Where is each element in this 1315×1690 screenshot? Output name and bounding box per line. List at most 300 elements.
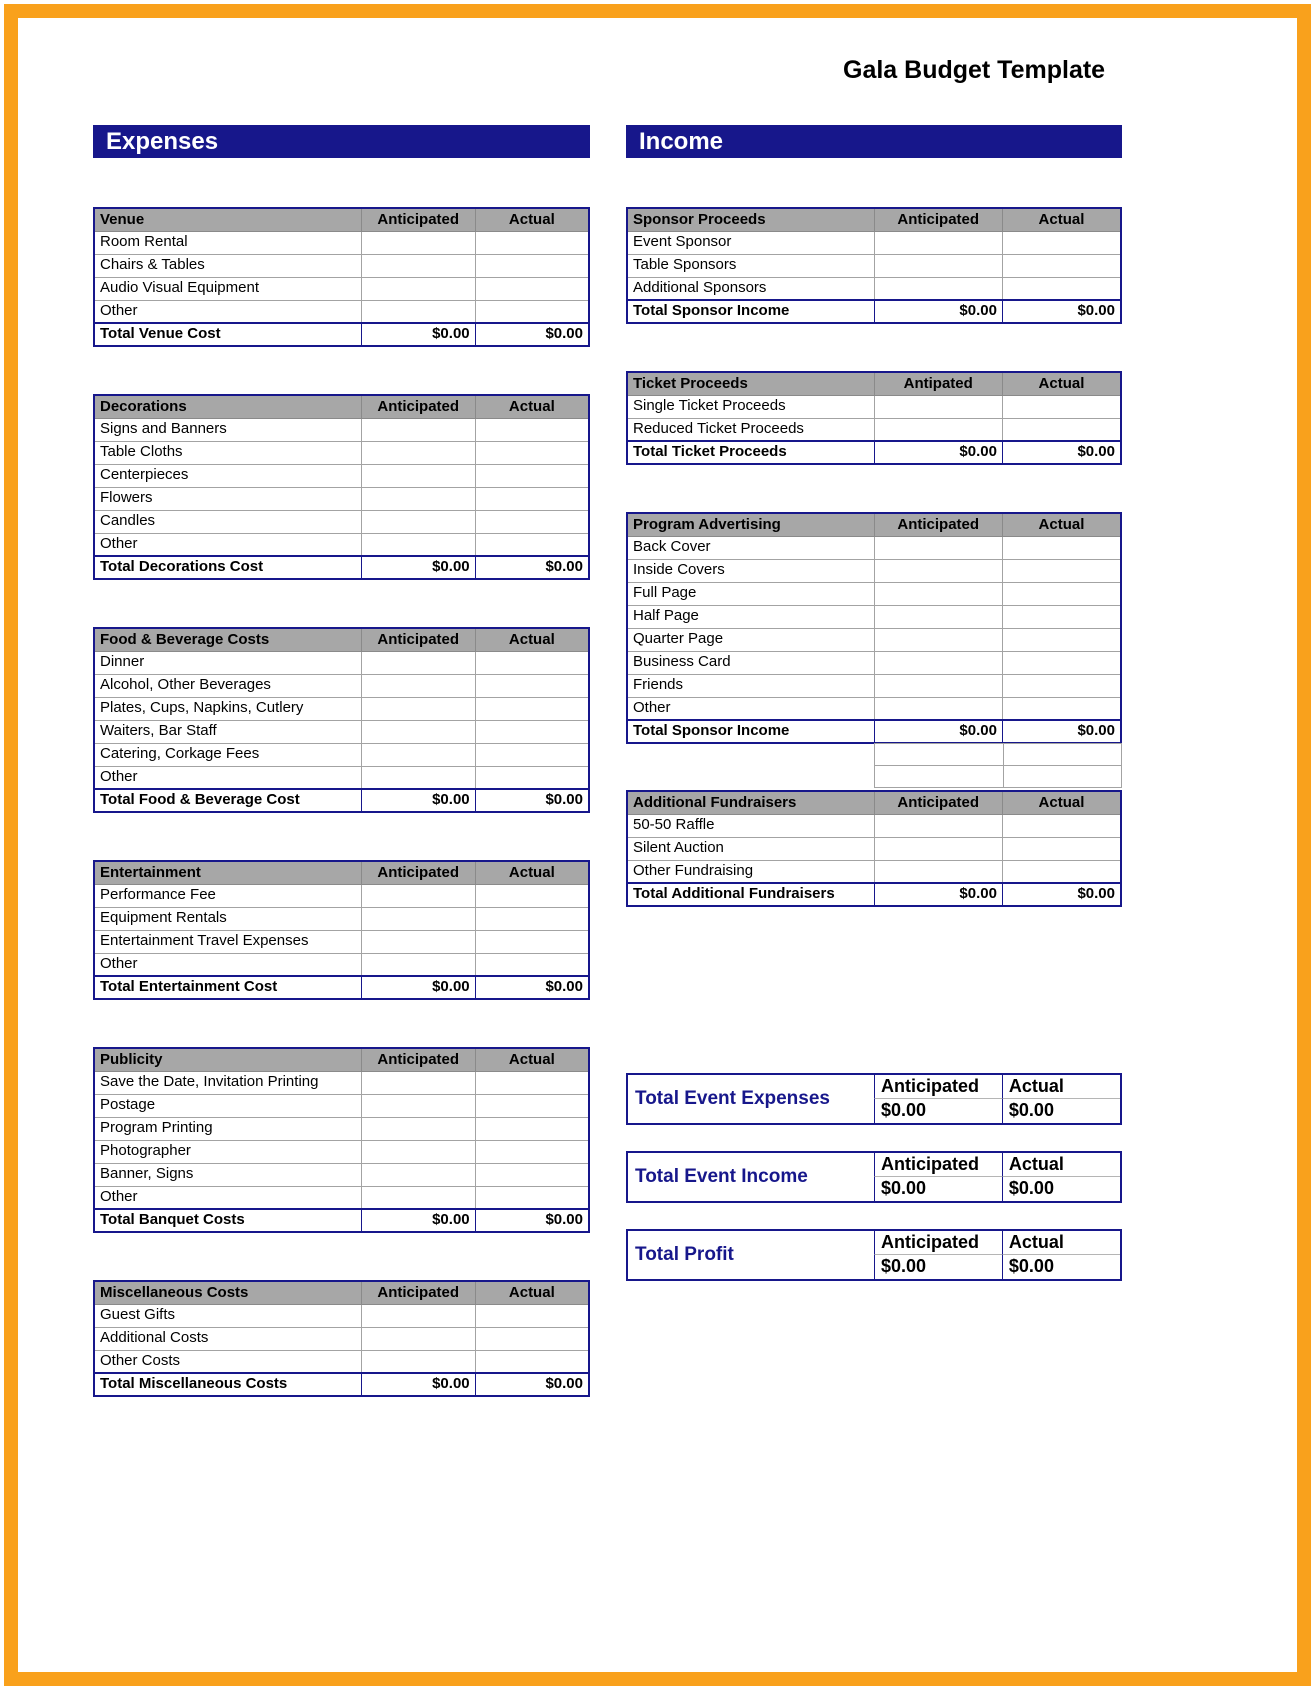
total-actual-value: $0.00: [475, 556, 589, 579]
item-label: Other: [94, 300, 361, 323]
food-beverage-header-row: [94, 628, 589, 651]
anticipated-input-cell[interactable]: [361, 1117, 475, 1140]
item-label: Table Cloths: [94, 441, 361, 464]
anticipated-input-cell[interactable]: [874, 628, 1002, 651]
item-label: Candles: [94, 510, 361, 533]
anticipated-input-cell[interactable]: [874, 582, 1002, 605]
empty-grid-row: [874, 744, 1122, 766]
item-row: [627, 395, 1121, 418]
total-anticipated-value: $0.00: [361, 556, 475, 579]
item-label: Silent Auction: [627, 837, 874, 860]
total-row: [627, 883, 1121, 906]
anticipated-input-cell[interactable]: [874, 605, 1002, 628]
total-actual-value: $0.00: [475, 976, 589, 999]
item-label: Other: [94, 766, 361, 789]
item-row: [94, 441, 589, 464]
anticipated-input-cell[interactable]: [874, 536, 1002, 559]
miscellaneous-header-row: [94, 1281, 589, 1304]
item-row: [627, 674, 1121, 697]
table-title: Food & Beverage Costs: [94, 628, 361, 651]
item-row: [94, 1140, 589, 1163]
summary-actual-value: $0.00: [1002, 1177, 1120, 1201]
anticipated-column-header: Anticipated: [361, 208, 475, 231]
table-title: Program Advertising: [627, 513, 874, 536]
anticipated-column-header: Anticipated: [361, 1281, 475, 1304]
item-row: [94, 1071, 589, 1094]
venue-header-row: [94, 208, 589, 231]
empty-cell[interactable]: [874, 743, 1003, 766]
actual-input-cell[interactable]: [475, 1117, 589, 1140]
anticipated-column-header: Anticipated: [874, 791, 1002, 814]
total-anticipated-value: $0.00: [361, 323, 475, 346]
item-row: [94, 907, 589, 930]
actual-column-header: Actual: [475, 208, 589, 231]
anticipated-input-cell[interactable]: [874, 231, 1002, 254]
item-label: Other Fundraising: [627, 860, 874, 883]
item-label: Banner, Signs: [94, 1163, 361, 1186]
item-label: Event Sponsor: [627, 231, 874, 254]
miscellaneous-table: [93, 1280, 590, 1397]
item-row: [94, 418, 589, 441]
anticipated-input-cell[interactable]: [361, 277, 475, 300]
additional-fundraisers-header-row: [627, 791, 1121, 814]
anticipated-input-cell[interactable]: [361, 1094, 475, 1117]
actual-input-cell[interactable]: [1002, 860, 1121, 883]
actual-input-cell[interactable]: [475, 418, 589, 441]
item-row: [94, 651, 589, 674]
total-anticipated-value: $0.00: [361, 976, 475, 999]
anticipated-input-cell[interactable]: [874, 418, 1002, 441]
item-row: [627, 628, 1121, 651]
empty-cell[interactable]: [1003, 765, 1122, 788]
actual-input-cell[interactable]: [475, 1350, 589, 1373]
item-label: Guest Gifts: [94, 1304, 361, 1327]
item-row: [627, 536, 1121, 559]
actual-input-cell[interactable]: [1002, 418, 1121, 441]
anticipated-column-header: Anticipated: [874, 1153, 1002, 1177]
actual-column-header: Actual: [1002, 372, 1121, 395]
actual-column-header: Actual: [1002, 791, 1121, 814]
item-label: Reduced Ticket Proceeds: [627, 418, 874, 441]
actual-input-cell[interactable]: [1002, 674, 1121, 697]
total-anticipated-value: $0.00: [874, 300, 1002, 323]
total-event-expenses-box: [626, 1073, 1122, 1125]
actual-column-header: Actual: [475, 628, 589, 651]
item-label: Catering, Corkage Fees: [94, 743, 361, 766]
anticipated-input-cell[interactable]: [874, 277, 1002, 300]
actual-input-cell[interactable]: [475, 1140, 589, 1163]
item-row: [94, 1327, 589, 1350]
table-title: Sponsor Proceeds: [627, 208, 874, 231]
table-title: Entertainment: [94, 861, 361, 884]
table-title: Miscellaneous Costs: [94, 1281, 361, 1304]
item-label: Other: [94, 533, 361, 556]
actual-column-header: Actual: [1002, 208, 1121, 231]
sponsor-proceeds-header-row: [627, 208, 1121, 231]
actual-input-cell[interactable]: [475, 487, 589, 510]
anticipated-input-cell[interactable]: [361, 1350, 475, 1373]
empty-cell[interactable]: [1003, 743, 1122, 766]
anticipated-input-cell[interactable]: [361, 300, 475, 323]
actual-input-cell[interactable]: [475, 651, 589, 674]
anticipated-input-cell[interactable]: [361, 533, 475, 556]
anticipated-input-cell[interactable]: [361, 441, 475, 464]
table-title: Decorations: [94, 395, 361, 418]
actual-input-cell[interactable]: [475, 300, 589, 323]
anticipated-column-header: Anticipated: [874, 513, 1002, 536]
summary-anticipated-value: $0.00: [874, 1255, 1002, 1279]
ticket-proceeds-header-row: [627, 372, 1121, 395]
item-label: Additional Sponsors: [627, 277, 874, 300]
item-row: [94, 953, 589, 976]
anticipated-column-header: Anticipated: [874, 1231, 1002, 1255]
item-row: [627, 231, 1121, 254]
actual-input-cell[interactable]: [1002, 395, 1121, 418]
summary-actual-value: $0.00: [1002, 1255, 1120, 1279]
anticipated-input-cell[interactable]: [361, 907, 475, 930]
anticipated-input-cell[interactable]: [361, 651, 475, 674]
anticipated-input-cell[interactable]: [874, 559, 1002, 582]
actual-input-cell[interactable]: [475, 720, 589, 743]
anticipated-input-cell[interactable]: [361, 1327, 475, 1350]
item-label: Half Page: [627, 605, 874, 628]
decorations-header-row: [94, 395, 589, 418]
total-anticipated-value: $0.00: [361, 789, 475, 812]
total-anticipated-value: $0.00: [874, 720, 1002, 743]
income-column: [626, 207, 1122, 1307]
table-title: Venue: [94, 208, 361, 231]
item-row: [94, 533, 589, 556]
summary-label: Total Event Expenses: [635, 1088, 830, 1109]
actual-input-cell[interactable]: [1002, 231, 1121, 254]
empty-grid-row: [874, 766, 1122, 788]
total-row: [94, 789, 589, 812]
total-actual-value: $0.00: [1002, 441, 1121, 464]
item-row: [94, 1117, 589, 1140]
actual-input-cell[interactable]: [475, 743, 589, 766]
item-label: Back Cover: [627, 536, 874, 559]
actual-input-cell[interactable]: [1002, 837, 1121, 860]
item-row: [627, 254, 1121, 277]
actual-input-cell[interactable]: [475, 441, 589, 464]
actual-input-cell[interactable]: [475, 533, 589, 556]
sponsor-proceeds-table: [626, 207, 1122, 324]
summary-section: [626, 1073, 1122, 1281]
actual-input-cell[interactable]: [475, 254, 589, 277]
item-label: Entertainment Travel Expenses: [94, 930, 361, 953]
total-actual-value: $0.00: [475, 323, 589, 346]
total-row: [627, 441, 1121, 464]
item-row: [627, 697, 1121, 720]
publicity-table: [93, 1047, 590, 1233]
actual-input-cell[interactable]: [475, 884, 589, 907]
total-event-income-box: [626, 1151, 1122, 1203]
anticipated-input-cell[interactable]: [361, 1140, 475, 1163]
entertainment-table: [93, 860, 590, 1000]
actual-input-cell[interactable]: [1002, 697, 1121, 720]
empty-grid-cells: [874, 744, 1122, 788]
item-label: Alcohol, Other Beverages: [94, 674, 361, 697]
actual-column-header: Actual: [1002, 1075, 1120, 1099]
anticipated-input-cell[interactable]: [361, 743, 475, 766]
actual-column-header: Actual: [475, 1281, 589, 1304]
item-row: [94, 766, 589, 789]
item-label: Quarter Page: [627, 628, 874, 651]
item-label: Program Printing: [94, 1117, 361, 1140]
item-row: [94, 254, 589, 277]
item-label: Single Ticket Proceeds: [627, 395, 874, 418]
item-label: Chairs & Tables: [94, 254, 361, 277]
total-row: [94, 556, 589, 579]
anticipated-input-cell[interactable]: [874, 395, 1002, 418]
item-label: Inside Covers: [627, 559, 874, 582]
anticipated-column-header: Anticipated: [874, 1075, 1002, 1099]
item-row: [94, 884, 589, 907]
anticipated-input-cell[interactable]: [361, 510, 475, 533]
anticipated-column-header: Anticipated: [361, 628, 475, 651]
anticipated-input-cell[interactable]: [361, 1186, 475, 1209]
item-row: [94, 300, 589, 323]
actual-input-cell[interactable]: [475, 1186, 589, 1209]
actual-input-cell[interactable]: [1002, 651, 1121, 674]
total-label: Total Additional Fundraisers: [627, 883, 874, 906]
actual-column-header: Actual: [1002, 513, 1121, 536]
total-label: Total Food & Beverage Cost: [94, 789, 361, 812]
anticipated-column-header: Anticipated: [361, 861, 475, 884]
total-row: [94, 976, 589, 999]
item-label: Postage: [94, 1094, 361, 1117]
actual-input-cell[interactable]: [1002, 254, 1121, 277]
anticipated-input-cell[interactable]: [361, 418, 475, 441]
item-row: [627, 277, 1121, 300]
total-row: [94, 323, 589, 346]
total-label: Total Miscellaneous Costs: [94, 1373, 361, 1396]
actual-column-header: Actual: [475, 395, 589, 418]
anticipated-input-cell[interactable]: [361, 720, 475, 743]
item-label: Other: [627, 697, 874, 720]
item-label: 50-50 Raffle: [627, 814, 874, 837]
item-row: [94, 1350, 589, 1373]
anticipated-input-cell[interactable]: [361, 766, 475, 789]
item-row: [94, 487, 589, 510]
actual-input-cell[interactable]: [475, 277, 589, 300]
actual-input-cell[interactable]: [475, 697, 589, 720]
item-label: Photographer: [94, 1140, 361, 1163]
item-label: Save the Date, Invitation Printing: [94, 1071, 361, 1094]
page-title: Gala Budget Template: [843, 56, 1106, 84]
actual-column-header: Actual: [475, 861, 589, 884]
item-label: Other: [94, 1186, 361, 1209]
item-row: [627, 860, 1121, 883]
anticipated-input-cell[interactable]: [361, 930, 475, 953]
item-label: Flowers: [94, 487, 361, 510]
item-label: Audio Visual Equipment: [94, 277, 361, 300]
anticipated-input-cell[interactable]: [874, 254, 1002, 277]
actual-input-cell[interactable]: [475, 510, 589, 533]
item-label: Business Card: [627, 651, 874, 674]
total-actual-value: $0.00: [475, 1373, 589, 1396]
venue-table: [93, 207, 590, 347]
anticipated-input-cell[interactable]: [361, 674, 475, 697]
summary-label: Total Event Income: [635, 1166, 808, 1187]
actual-input-cell[interactable]: [475, 1071, 589, 1094]
total-anticipated-value: $0.00: [874, 883, 1002, 906]
ticket-proceeds-table: [626, 371, 1122, 465]
actual-column-header: Actual: [1002, 1231, 1120, 1255]
item-row: [94, 464, 589, 487]
program-advertising-table: [626, 512, 1122, 744]
actual-input-cell[interactable]: [475, 1163, 589, 1186]
actual-input-cell[interactable]: [1002, 277, 1121, 300]
item-label: Additional Costs: [94, 1327, 361, 1350]
decorations-table: [93, 394, 590, 580]
item-row: [627, 582, 1121, 605]
table-title: Publicity: [94, 1048, 361, 1071]
total-label: Total Banquet Costs: [94, 1209, 361, 1232]
actual-input-cell[interactable]: [1002, 628, 1121, 651]
item-label: Plates, Cups, Napkins, Cutlery: [94, 697, 361, 720]
anticipated-input-cell[interactable]: [361, 464, 475, 487]
total-label: Total Decorations Cost: [94, 556, 361, 579]
actual-input-cell[interactable]: [1002, 559, 1121, 582]
anticipated-input-cell[interactable]: [361, 697, 475, 720]
item-row: [94, 1163, 589, 1186]
actual-input-cell[interactable]: [475, 674, 589, 697]
item-label: Other: [94, 953, 361, 976]
actual-input-cell[interactable]: [1002, 582, 1121, 605]
item-row: [94, 743, 589, 766]
anticipated-input-cell[interactable]: [874, 697, 1002, 720]
total-anticipated-value: $0.00: [361, 1373, 475, 1396]
anticipated-input-cell[interactable]: [361, 487, 475, 510]
total-label: Total Venue Cost: [94, 323, 361, 346]
item-label: Other Costs: [94, 1350, 361, 1373]
total-row: [627, 720, 1121, 743]
actual-input-cell[interactable]: [475, 231, 589, 254]
actual-input-cell[interactable]: [1002, 605, 1121, 628]
item-row: [627, 651, 1121, 674]
anticipated-column-header: Anticipated: [874, 208, 1002, 231]
actual-input-cell[interactable]: [475, 1094, 589, 1117]
empty-cell[interactable]: [874, 765, 1003, 788]
item-row: [94, 697, 589, 720]
anticipated-input-cell[interactable]: [361, 884, 475, 907]
item-label: Centerpieces: [94, 464, 361, 487]
item-row: [94, 674, 589, 697]
expenses-column: [93, 207, 590, 1444]
total-row: [627, 300, 1121, 323]
total-anticipated-value: $0.00: [361, 1209, 475, 1232]
item-label: Table Sponsors: [627, 254, 874, 277]
item-row: [94, 510, 589, 533]
item-row: [94, 720, 589, 743]
item-row: [627, 837, 1121, 860]
item-row: [94, 277, 589, 300]
actual-input-cell[interactable]: [475, 1327, 589, 1350]
total-row: [94, 1373, 589, 1396]
item-label: Equipment Rentals: [94, 907, 361, 930]
item-row: [94, 231, 589, 254]
anticipated-column-header: Anticipated: [361, 1048, 475, 1071]
total-label: Total Sponsor Income: [627, 300, 874, 323]
anticipated-input-cell[interactable]: [874, 860, 1002, 883]
item-row: [627, 418, 1121, 441]
additional-fundraisers-table: [626, 790, 1122, 907]
summary-anticipated-value: $0.00: [874, 1177, 1002, 1201]
anticipated-input-cell[interactable]: [874, 837, 1002, 860]
total-label: Total Ticket Proceeds: [627, 441, 874, 464]
total-label: Total Sponsor Income: [627, 720, 874, 743]
expenses-section-header: Expenses: [93, 125, 590, 158]
item-label: Waiters, Bar Staff: [94, 720, 361, 743]
entertainment-header-row: [94, 861, 589, 884]
anticipated-input-cell[interactable]: [874, 674, 1002, 697]
summary-label: Total Profit: [635, 1244, 734, 1265]
program-advertising-header-row: [627, 513, 1121, 536]
anticipated-input-cell[interactable]: [361, 231, 475, 254]
actual-input-cell[interactable]: [475, 1304, 589, 1327]
item-label: Friends: [627, 674, 874, 697]
food-beverage-table: [93, 627, 590, 813]
total-actual-value: $0.00: [1002, 720, 1121, 743]
summary-actual-value: $0.00: [1002, 1099, 1120, 1123]
item-label: Full Page: [627, 582, 874, 605]
actual-input-cell[interactable]: [475, 930, 589, 953]
income-section-header: Income: [626, 125, 1122, 158]
item-label: Signs and Banners: [94, 418, 361, 441]
anticipated-input-cell[interactable]: [874, 651, 1002, 674]
item-row: [627, 559, 1121, 582]
anticipated-column-header: Antipated: [874, 372, 1002, 395]
anticipated-column-header: Anticipated: [361, 395, 475, 418]
item-row: [627, 814, 1121, 837]
actual-input-cell[interactable]: [475, 907, 589, 930]
total-actual-value: $0.00: [1002, 883, 1121, 906]
total-row: [94, 1209, 589, 1232]
summary-anticipated-value: $0.00: [874, 1099, 1002, 1123]
item-row: [94, 1304, 589, 1327]
total-actual-value: $0.00: [475, 789, 589, 812]
actual-input-cell[interactable]: [1002, 536, 1121, 559]
anticipated-input-cell[interactable]: [361, 1163, 475, 1186]
actual-column-header: Actual: [475, 1048, 589, 1071]
item-label: Dinner: [94, 651, 361, 674]
actual-input-cell[interactable]: [475, 464, 589, 487]
item-row: [94, 1186, 589, 1209]
table-title: Ticket Proceeds: [627, 372, 874, 395]
item-label: Room Rental: [94, 231, 361, 254]
anticipated-input-cell[interactable]: [361, 1071, 475, 1094]
actual-input-cell[interactable]: [475, 766, 589, 789]
item-label: Performance Fee: [94, 884, 361, 907]
total-actual-value: $0.00: [1002, 300, 1121, 323]
total-actual-value: $0.00: [475, 1209, 589, 1232]
anticipated-input-cell[interactable]: [361, 953, 475, 976]
anticipated-input-cell[interactable]: [361, 1304, 475, 1327]
item-row: [627, 605, 1121, 628]
table-title: Additional Fundraisers: [627, 791, 874, 814]
actual-column-header: Actual: [1002, 1153, 1120, 1177]
total-anticipated-value: $0.00: [874, 441, 1002, 464]
item-row: [94, 930, 589, 953]
anticipated-input-cell[interactable]: [874, 814, 1002, 837]
total-profit-box: [626, 1229, 1122, 1281]
item-row: [94, 1094, 589, 1117]
actual-input-cell[interactable]: [1002, 814, 1121, 837]
actual-input-cell[interactable]: [475, 953, 589, 976]
anticipated-input-cell[interactable]: [361, 254, 475, 277]
publicity-header-row: [94, 1048, 589, 1071]
